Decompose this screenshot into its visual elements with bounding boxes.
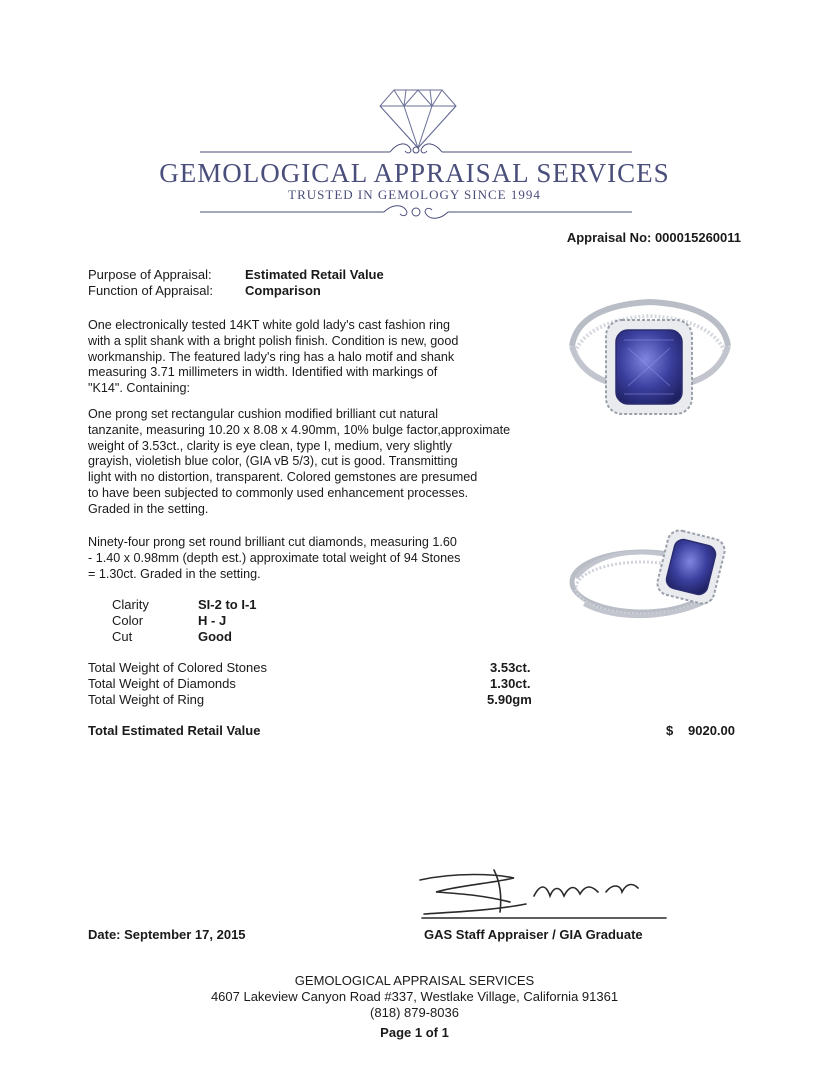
purpose-label: Purpose of Appraisal: — [88, 267, 212, 282]
grade-label: Clarity — [112, 597, 149, 612]
retail-amount: 9020.00 — [688, 723, 735, 738]
total-label: Total Weight of Ring — [88, 692, 205, 707]
page-number: Page 1 of 1 — [380, 1025, 449, 1040]
retail-value-label: Total Estimated Retail Value — [88, 723, 261, 738]
retail-currency: $ — [666, 723, 674, 738]
grade-label: Cut — [112, 629, 133, 644]
total-value: 3.53ct. — [490, 660, 531, 675]
footer-company: GEMOLOGICAL APPRAISAL SERVICES — [294, 973, 535, 988]
total-value: 1.30ct. — [490, 676, 531, 691]
diamonds-description: Ninety-four prong set round brilliant cut diamonds, measuring 1.60 - 1.40 x 0.98mm (depth est.) approximate total weight of 94 Stones = 1.30ct. Graded in the setting. — [88, 535, 461, 581]
total-label: Total Weight of Colored Stones — [88, 660, 267, 675]
grade-value: Good — [198, 629, 232, 644]
ring-description: One electronically tested 14KT white gold lady's cast fashion ring with a split shank with a bright polish finish. Condition is new, good workmanship. The featured lady's ring has a halo motif and shank measuring 3.71 millimeters in width. Identified with markings of "K14". Containing: — [88, 318, 459, 396]
ring-photo-front — [566, 288, 734, 420]
appraisal-number: Appraisal No: 000015260011 — [566, 230, 741, 245]
tanzanite-description: One prong set rectangular cushion modified brilliant cut natural tanzanite, measuring 10.20 x 8.08 x 4.90mm, 10% bulge factor,approximate weight of 3.53ct., clarity is eye clean, type I, medium, very slightly grayish, violetish blue color, (GIA vB 5/3), cut is good. Transmitting light with no distortion, transparent. Colored gemstones are presumed to have been subjected to commonly used enhancement processes. Graded in the setting. — [88, 407, 511, 516]
total-value: 5.90gm — [487, 692, 532, 707]
function-value: Comparison — [245, 283, 321, 298]
grade-value: SI-2 to I-1 — [198, 597, 257, 612]
top-ornament-divider — [200, 138, 632, 158]
grade-value: H - J — [198, 613, 227, 628]
total-label: Total Weight of Diamonds — [88, 676, 236, 691]
company-name: GEMOLOGICAL APPRAISAL SERVICES — [159, 158, 670, 188]
purpose-value: Estimated Retail Value — [245, 267, 384, 282]
bottom-ornament-divider — [200, 202, 632, 222]
footer-phone: (818) 879-8036 — [370, 1005, 459, 1020]
footer-address: 4607 Lakeview Canyon Road #337, Westlake Village, California 91361 — [210, 989, 619, 1004]
grade-label: Color — [112, 613, 144, 628]
company-tagline: TRUSTED IN GEMOLOGY SINCE 1994 — [288, 187, 541, 202]
appraisal-date: Date: September 17, 2015 — [88, 927, 246, 942]
appraiser-signature — [416, 862, 676, 922]
function-label: Function of Appraisal: — [88, 283, 214, 298]
appraiser-title: GAS Staff Appraiser / GIA Graduate — [424, 927, 643, 942]
ring-photo-side — [566, 518, 734, 646]
